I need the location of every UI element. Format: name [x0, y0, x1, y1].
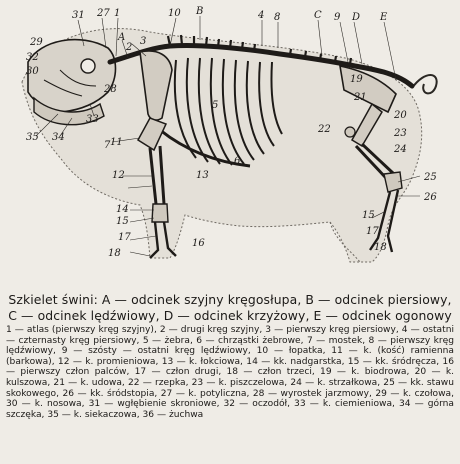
label-13: 13 [196, 170, 209, 181]
tail [412, 75, 437, 93]
label-30: 30 [26, 66, 39, 77]
label-20: 20 [394, 110, 407, 121]
label-24: 24 [394, 144, 407, 155]
label-34: 34 [52, 132, 65, 143]
label-33: 33 [86, 114, 99, 125]
label-1: 1 [114, 8, 121, 19]
label-15-hind: 15 [362, 210, 375, 221]
label-C: C [314, 10, 322, 21]
label-17: 17 [118, 232, 131, 243]
label-3: 3 [140, 36, 147, 47]
label-32: 32 [26, 52, 39, 63]
label-4: 4 [258, 10, 265, 21]
caption-title: Szkielet świni: A — odcinek szyjny kręgosłupa, B — odcinek piersiowy, C — odcinek lędźwiowy, D — odcinek krzyżowy, E — odcinek ogonowy [8, 292, 452, 323]
label-18: 18 [108, 248, 121, 259]
label-11: 11 [110, 137, 123, 148]
label-A: A [118, 32, 126, 43]
label-28: 28 [104, 84, 117, 95]
label-10: 10 [168, 8, 181, 19]
label-D: D [352, 12, 361, 23]
label-26: 26 [424, 192, 437, 203]
label-2: 2 [126, 42, 133, 53]
label-15: 15 [116, 216, 129, 227]
label-35: 35 [26, 132, 39, 143]
hock [384, 172, 402, 192]
label-23: 23 [394, 128, 407, 139]
label-14: 14 [116, 204, 129, 215]
label-25: 25 [424, 172, 437, 183]
label-31: 31 [72, 10, 85, 21]
caption-legend: 1 — atlas (pierwszy kręg szyjny), 2 — drugi kręg szyjny, 3 — pierwszy kręg piersiowy, 4 — ostatni — czternasty kręg piersiowy, 5 — żebra, 6 — chrząstki żebrowe, 7 — mostek, 8 — pierwszy kręg lędźwiowy, 9 — szósty — ostatni kręg lędźwiowy, 10 — łopatka, 11 — k. (kość) ramienna (barkowa), 12 — k. promieniowa, 13 — k. łokciowa, 14 — kk. nadgarstka, 15 — kk. śródręcza, 16 — pierwszy człon palców, 17 — człon drugi, 18 — człon trzeci, 19 — k. biodrowa, 20 — k. kulszowa, 21 — k. udowa, 22 — rzepka, 23 — k. piszczelowa, 24 — k. strzałkowa, 25 — kk. stawu skokowego, 26 — kk. śródstopia, 27 — k. potyliczna, 28 — wyrostek jarzmowy, 29 — k. czołowa, 30 — k. nosowa, 31 — wgłębienie skroniowe, 32 — oczodół, 33 — k. ciemieniowa, 34 — górna szczęka, 35 — k. siekaczowa, 36 — żuchwa [6, 325, 454, 420]
label-29: 29 [30, 37, 43, 48]
figure-caption [6, 292, 454, 420]
label-16: 16 [192, 238, 205, 249]
label-18-hind: 18 [374, 242, 387, 253]
label-21: 21 [354, 92, 367, 103]
orbit [81, 59, 95, 73]
label-27: 27 [97, 8, 110, 19]
front-carpus [152, 204, 168, 222]
label-22: 22 [318, 124, 331, 135]
label-E: E [380, 12, 388, 23]
label-6: 6 [234, 156, 241, 167]
label-5: 5 [212, 100, 219, 111]
patella [345, 127, 355, 137]
label-7: 7 [104, 140, 111, 151]
label-9: 9 [334, 12, 341, 23]
label-12: 12 [112, 170, 125, 181]
label-8: 8 [274, 12, 281, 23]
label-B: B [196, 6, 204, 17]
label-17-hind: 17 [366, 226, 379, 237]
label-19: 19 [350, 74, 363, 85]
